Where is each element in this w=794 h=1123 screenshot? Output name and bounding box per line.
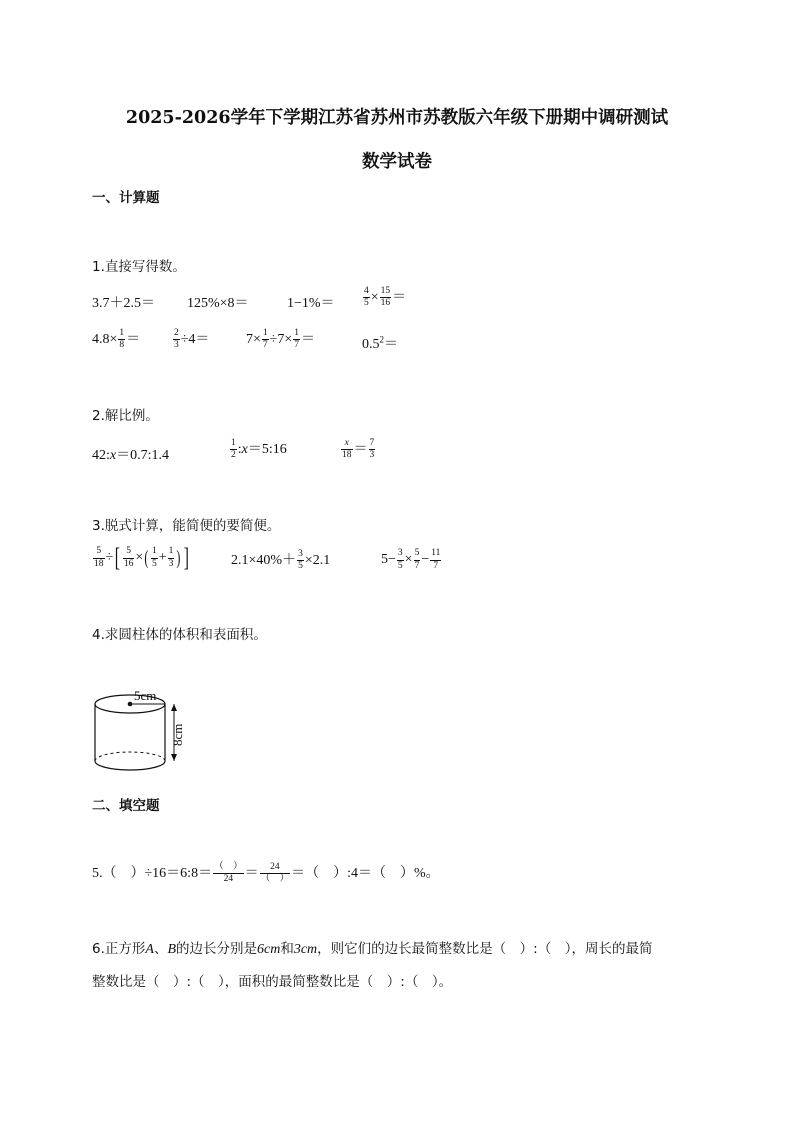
question-6-line-1: 6.正方形A、B的边长分别是6cm和3cm，则它们的边长最简整数比是（ ）:（ ），周长的最简 xyxy=(92,941,653,957)
fraction: $\frac{1}{5}$ xyxy=(151,546,157,569)
fraction: $\frac{2}{3}$ xyxy=(174,327,179,351)
q1-item-7: 7× $\frac{1}{7}$ ÷7× $\frac{1}{7}$ ＝ xyxy=(246,327,315,351)
fraction: $\frac{1}{2}$ xyxy=(231,437,236,461)
q1-item-4: $\frac{4}{5}$ × $\frac{15}{16}$ ＝ xyxy=(364,285,407,309)
fraction: $\frac{3}{5}$ xyxy=(298,548,303,572)
fraction: $\frac{x}{18}$ xyxy=(342,437,352,461)
cylinder-diagram xyxy=(88,686,198,781)
q3-item-1: $\frac{5}{18}$ ÷[ $\frac{5}{16}$ ×( $\frac{1}{5}$ + $\frac{1}{3}$ ) ] xyxy=(94,543,189,572)
fraction: $\frac{5}{7}$ xyxy=(414,548,420,571)
fraction: $\frac{3}{5}$ xyxy=(397,548,403,571)
fraction: $\frac{7}{3}$ xyxy=(369,437,375,461)
question-6-line-2: 整数比是（ ）:（ ），面积的最简整数比是（ ）:（ ）。 xyxy=(92,974,453,990)
q3-item-3: 5− $\frac{3}{5}$ × $\frac{5}{7}$ − $\frac{11}{7}$ xyxy=(381,548,441,571)
q1-item-2: 125%×8＝ xyxy=(187,296,249,311)
q2-item-1: 42:x＝0.7:1.4 xyxy=(92,448,169,463)
q3-item-2: 2.1×40%＋ $\frac{3}{5}$ ×2.1 xyxy=(231,548,331,572)
fraction: $\frac{1}{8}$ xyxy=(119,327,125,351)
fraction: $\frac{( )}{24}$ xyxy=(214,861,243,885)
fraction: $\frac{5}{16}$ xyxy=(123,546,134,569)
height-label: 8cm xyxy=(170,723,185,746)
q1-item-8: $0.5^2=$ xyxy=(362,334,398,352)
fraction: $\frac{24}{( )}$ xyxy=(260,861,290,885)
q1-item-3: 1−1%＝ xyxy=(287,296,335,311)
fraction: $\frac{1}{7}$ xyxy=(262,327,268,351)
fraction: $\frac{4}{5}$ xyxy=(364,285,369,309)
fraction: $\frac{15}{16}$ xyxy=(380,285,391,309)
question-4-prompt: 4.求圆柱体的体积和表面积。 xyxy=(92,627,267,643)
fraction: $\frac{11}{7}$ xyxy=(431,548,441,571)
q2-item-2: $\frac{1}{2}$ :x＝5:16 xyxy=(231,437,287,461)
q1-item-6: $\frac{2}{3}$ ÷4＝ xyxy=(174,327,210,351)
radius-label: 5cm xyxy=(134,688,157,703)
q1-item-1: 3.7＋2.5＝ xyxy=(92,296,155,311)
fraction: $\frac{1}{3}$ xyxy=(168,546,174,569)
section-heading-calculation: 一、计算题 xyxy=(92,190,160,206)
page-subtitle: 数学试卷 xyxy=(362,152,432,172)
page-title: 2025-2026学年下学期江苏省苏州市苏教版六年级下册期中调研测试 xyxy=(125,108,669,128)
q1-item-5: 4.8× $\frac{1}{8}$ ＝ xyxy=(92,327,141,351)
q2-item-3: $\frac{x}{18}$ ＝ $\frac{7}{3}$ xyxy=(342,437,375,461)
question-5: 5.（ ）÷16＝6:8＝ $\frac{( )}{24}$ ＝ $\frac{24}{( )}$ ＝（ ）:4＝（ ）%。 xyxy=(92,861,440,885)
section-heading-fill-blank: 二、填空题 xyxy=(92,798,160,814)
question-2-prompt: 2.解比例。 xyxy=(92,408,159,424)
fraction: $\frac{5}{18}$ xyxy=(94,546,104,569)
question-1-prompt: 1.直接写得数。 xyxy=(92,259,186,275)
fraction: $\frac{1}{7}$ xyxy=(294,327,299,351)
question-3-prompt: 3.脱式计算，能简便的要简便。 xyxy=(92,518,281,534)
